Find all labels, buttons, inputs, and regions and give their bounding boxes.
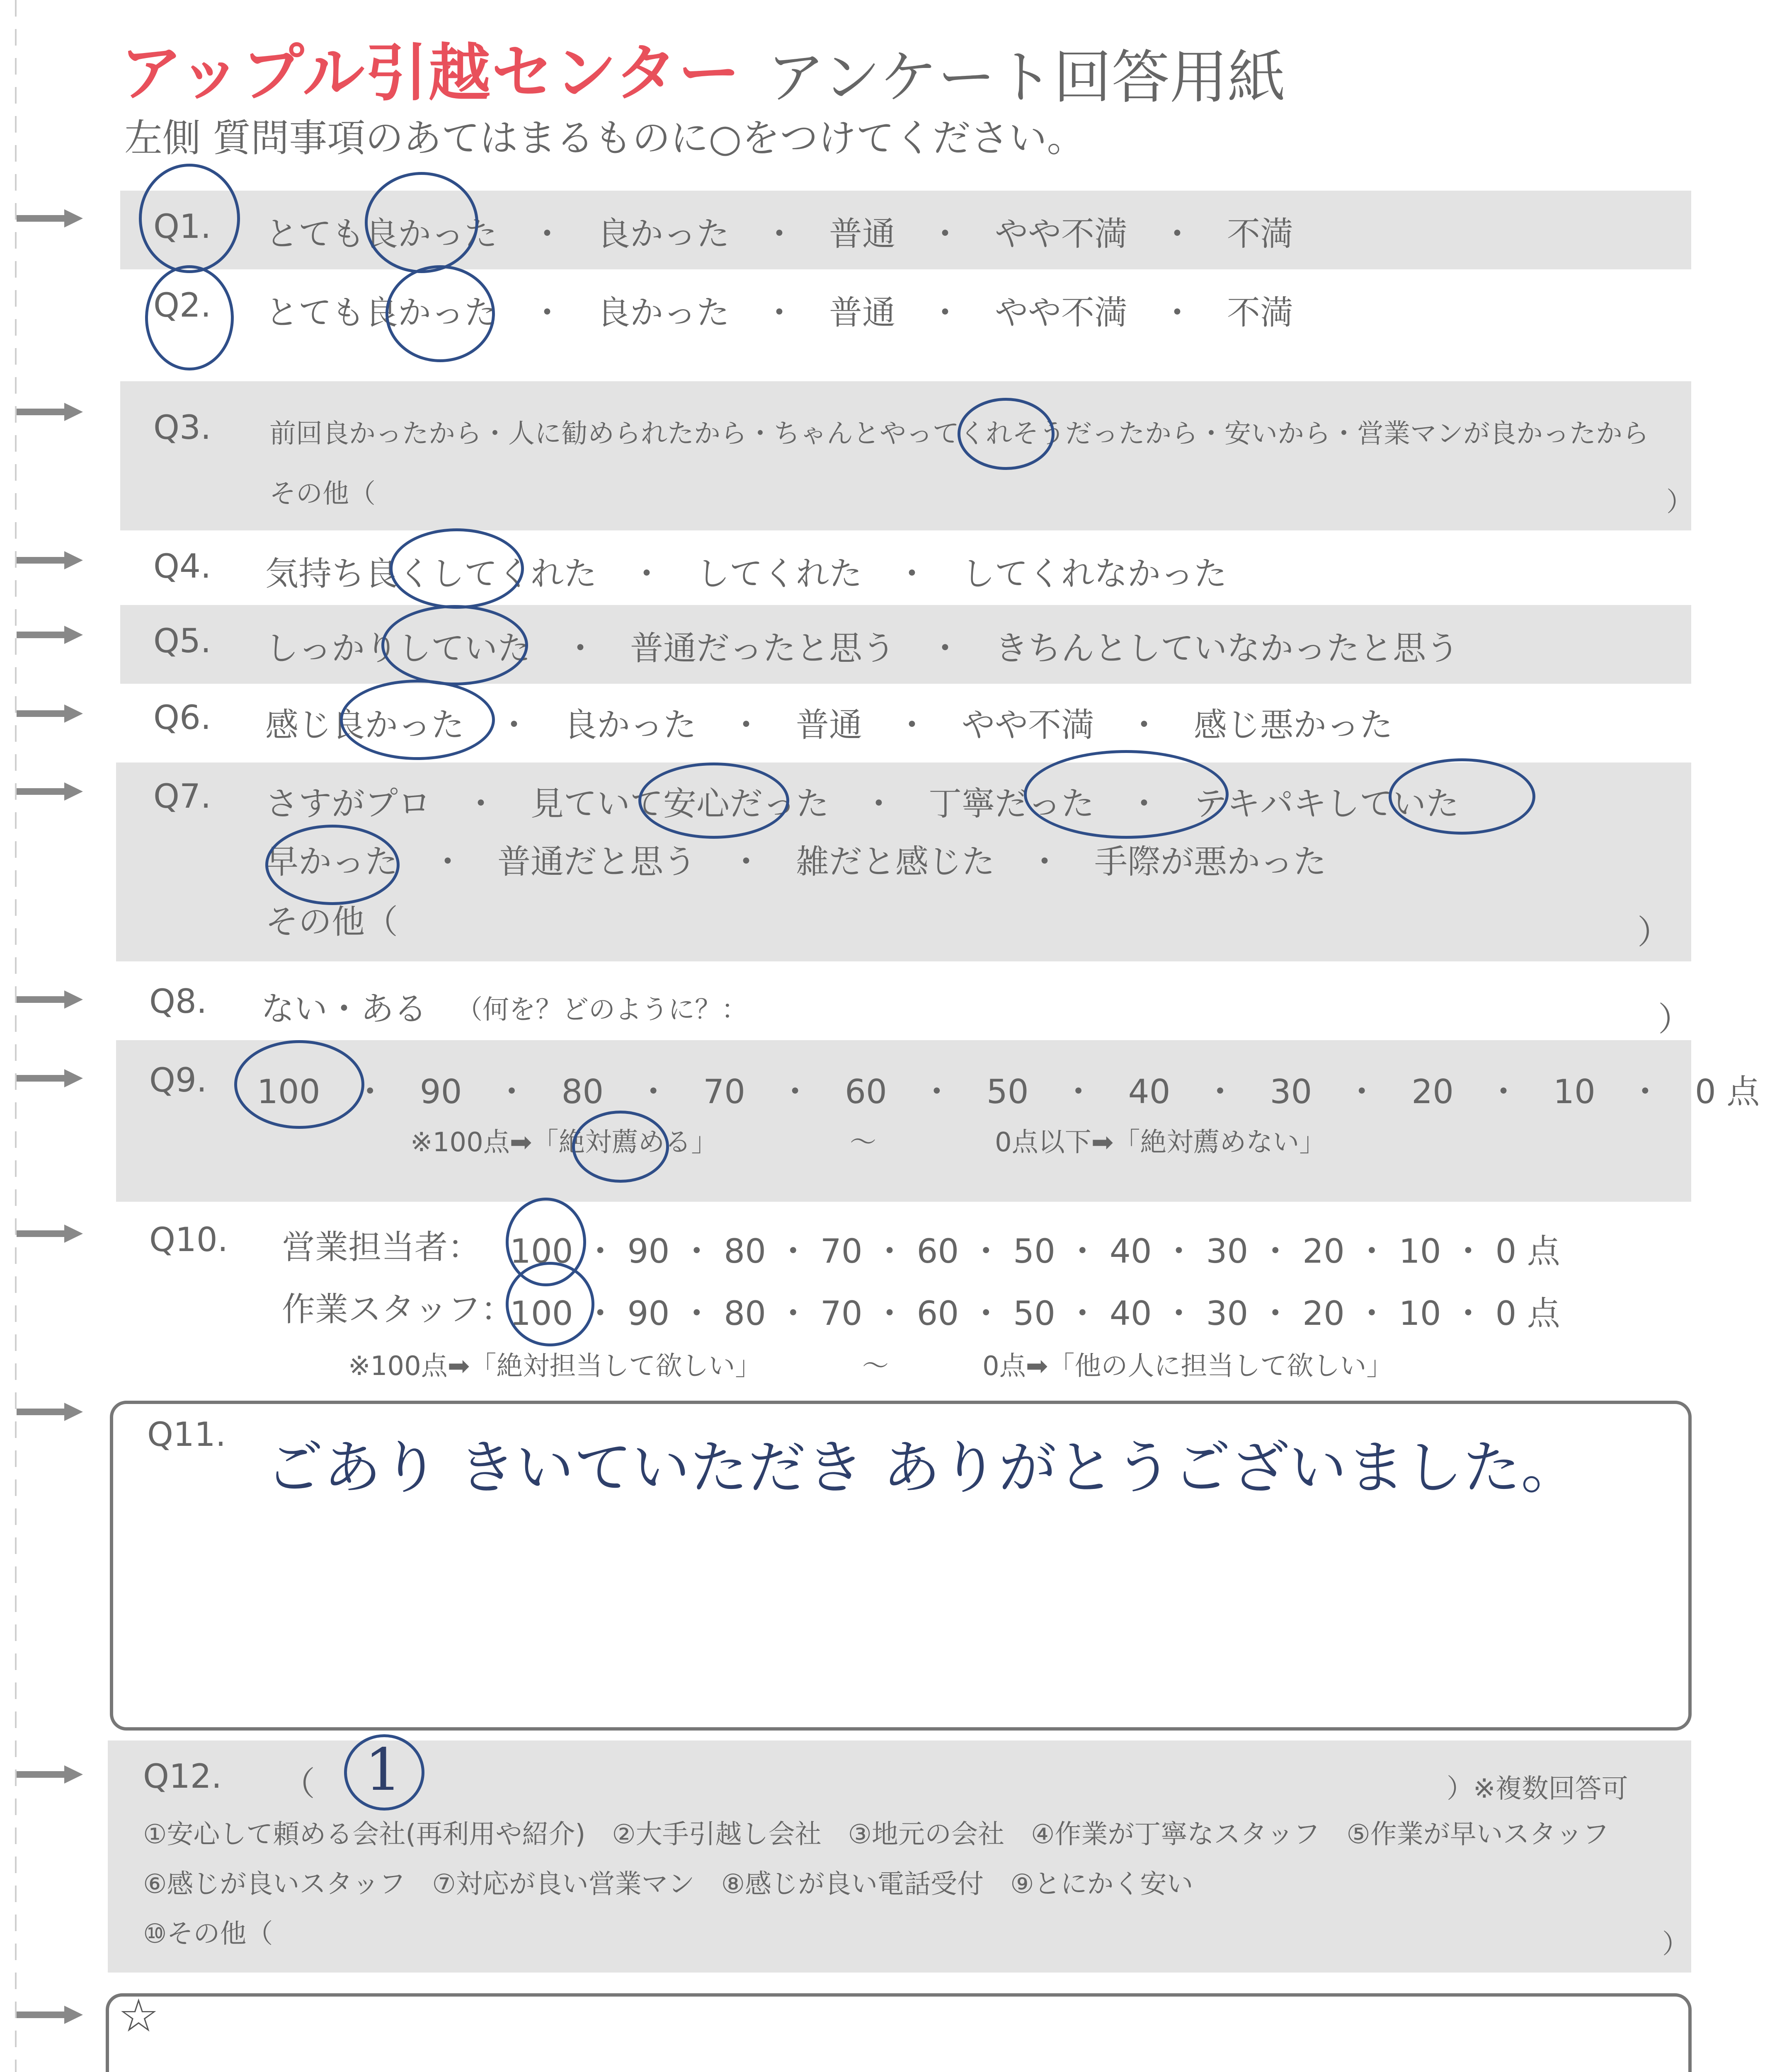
q7-number: Q7.	[153, 777, 211, 816]
q3-other-close: ）	[1666, 487, 1693, 518]
q8-detail[interactable]: （何を？どのように？：	[456, 995, 748, 1025]
q9-scale[interactable]: 100 ・ 90 ・ 80 ・ 70 ・ 60 ・ 50 ・ 40 ・ 30 ・ 20 ・ 10 ・ 0 点	[257, 1072, 1760, 1111]
form-subtitle: アンケート回答用紙	[767, 44, 1286, 111]
arrow-icon-q6	[17, 704, 83, 723]
arrow-icon-q3	[17, 403, 83, 421]
q8-detail-close: ）	[1658, 1000, 1691, 1038]
q4-options[interactable]: 気持ち良くしてくれた ・ してくれた ・ してくれなかった	[265, 554, 1227, 593]
circle-q10-staff	[506, 1262, 594, 1346]
q12-choices-line1: ①安心して頼める会社(再利用や紹介) ②大手引越し会社 ③地元の会社 ④作業が丁寧なスタッフ ⑤作業が早いスタッフ	[143, 1819, 1609, 1850]
binder-edge	[0, 0, 25, 2072]
circle-q3-answer	[958, 398, 1055, 470]
star-icon: ☆	[118, 1989, 159, 2042]
free-comment-box[interactable]	[106, 1993, 1692, 2072]
arrow-icon-q8	[17, 990, 83, 1009]
q11-handwritten-answer[interactable]: ごあり きいていただき ありがとうございました。	[265, 1434, 1579, 1502]
instruction-text: 左側 質問事項のあてはまるものに○をつけてください。	[124, 116, 1085, 160]
circle-q6-answer	[340, 680, 495, 760]
q10-note-high: ※100点➡「絶対担当して欲しい」	[348, 1351, 762, 1382]
q8-number: Q8.	[149, 982, 207, 1021]
arrow-icon-q9	[17, 1069, 83, 1087]
circle-q7-answer-d	[265, 825, 400, 905]
q7-other[interactable]: その他（	[265, 903, 398, 941]
arrow-icon-star	[17, 2006, 83, 2024]
circle-q9-answer	[234, 1040, 364, 1129]
circle-q7-answer-a	[638, 762, 789, 839]
q12-other-close: ）	[1662, 1929, 1689, 1960]
q9-note-high: ※100点➡「絶対薦める」	[410, 1127, 718, 1158]
q7-options-line1[interactable]: さすがプロ ・ 見ていて安心だった ・ 丁寧だった ・ テキパキしていた	[265, 784, 1459, 823]
q3-number: Q3.	[153, 408, 211, 447]
q2-number: Q2.	[153, 286, 211, 324]
brand-title: アップル引越センター	[120, 37, 741, 109]
q7-options-line2[interactable]: 早かった ・ 普通だと思う ・ 雑だと感じた ・ 手際が悪かった	[265, 842, 1326, 881]
q12-choices-line3: ⑩その他（	[143, 1919, 273, 1949]
q1-number: Q1.	[153, 207, 211, 246]
q10-sales-scale[interactable]: 100 ・ 90 ・ 80 ・ 70 ・ 60 ・ 50 ・ 40 ・ 30 ・ 20 ・ 10 ・ 0 点	[510, 1232, 1560, 1271]
arrow-icon-q4	[17, 551, 83, 569]
q12-handwritten-answer[interactable]: 1	[365, 1736, 402, 1804]
q7-other-close: ）	[1637, 913, 1670, 951]
q10-sales-label: 営業担当者：	[282, 1228, 481, 1266]
q1-options[interactable]: とても良かった ・ 良かった ・ 普通 ・ やや不満 ・ 不満	[265, 215, 1293, 253]
arrow-icon-q10	[17, 1225, 83, 1243]
q6-number: Q6.	[153, 698, 211, 737]
q3-options[interactable]: 前回良かったから・人に勧められたから・ちゃんとやってくれそうだったから・安いから・営業マンが良かったから	[269, 419, 1649, 449]
q6-options[interactable]: 感じ良かった ・ 良かった ・ 普通 ・ やや不満 ・ 感じ悪かった	[265, 706, 1393, 744]
arrow-icon-q7	[17, 782, 83, 801]
q10-staff-scale[interactable]: 100 ・ 90 ・ 80 ・ 70 ・ 60 ・ 50 ・ 40 ・ 30 ・ 20 ・ 10 ・ 0 点	[510, 1294, 1560, 1333]
circle-q1-answer	[365, 172, 478, 273]
q12-choices-line2: ⑥感じが良いスタッフ ⑦対応が良い営業マン ⑧感じが良い電話受付 ⑨とにかく安い	[143, 1869, 1193, 1900]
circle-q9-note	[572, 1111, 669, 1183]
q4-number: Q4.	[153, 547, 211, 586]
q3-other[interactable]: その他（	[269, 479, 376, 509]
arrow-icon-q5	[17, 626, 83, 644]
q2-options[interactable]: とても良かった ・ 良かった ・ 普通 ・ やや不満 ・ 不満	[265, 293, 1293, 332]
circle-q7-answer-c	[1389, 758, 1535, 835]
q12-open-paren: （	[282, 1765, 315, 1803]
q10-tilde: 〜	[862, 1351, 889, 1382]
circle-q5-answer	[381, 605, 528, 685]
arrow-icon-q12	[17, 1765, 83, 1784]
q11-number: Q11.	[147, 1415, 226, 1454]
q9-tilde: 〜	[850, 1127, 876, 1158]
arrow-icon-q1	[17, 209, 83, 228]
q10-staff-label: 作業スタッフ：	[282, 1290, 514, 1329]
q9-note-low: 0点以下➡「絶対薦めない」	[995, 1127, 1326, 1158]
circle-q1-number	[139, 164, 240, 273]
circle-q2-number	[145, 265, 234, 370]
q5-number: Q5.	[153, 622, 211, 660]
circle-q2-answer	[385, 265, 495, 362]
q12-number: Q12.	[143, 1757, 222, 1796]
q5-options[interactable]: しっかりしていた ・ 普通だったと思う ・ きちんとしていなかったと思う	[265, 629, 1459, 668]
q10-note-low: 0点➡「他の人に担当して欲しい」	[982, 1351, 1393, 1382]
q8-options[interactable]: ない・ある	[261, 990, 427, 1028]
circle-q4-answer	[390, 528, 524, 609]
arrow-icon-q11	[17, 1403, 83, 1421]
q9-number: Q9.	[149, 1061, 207, 1099]
circle-q12-answer	[344, 1734, 424, 1811]
q10-number: Q10.	[149, 1220, 228, 1259]
circle-q7-answer-b	[1024, 750, 1229, 839]
q12-close-note: ）※複数回答可	[1447, 1774, 1628, 1804]
